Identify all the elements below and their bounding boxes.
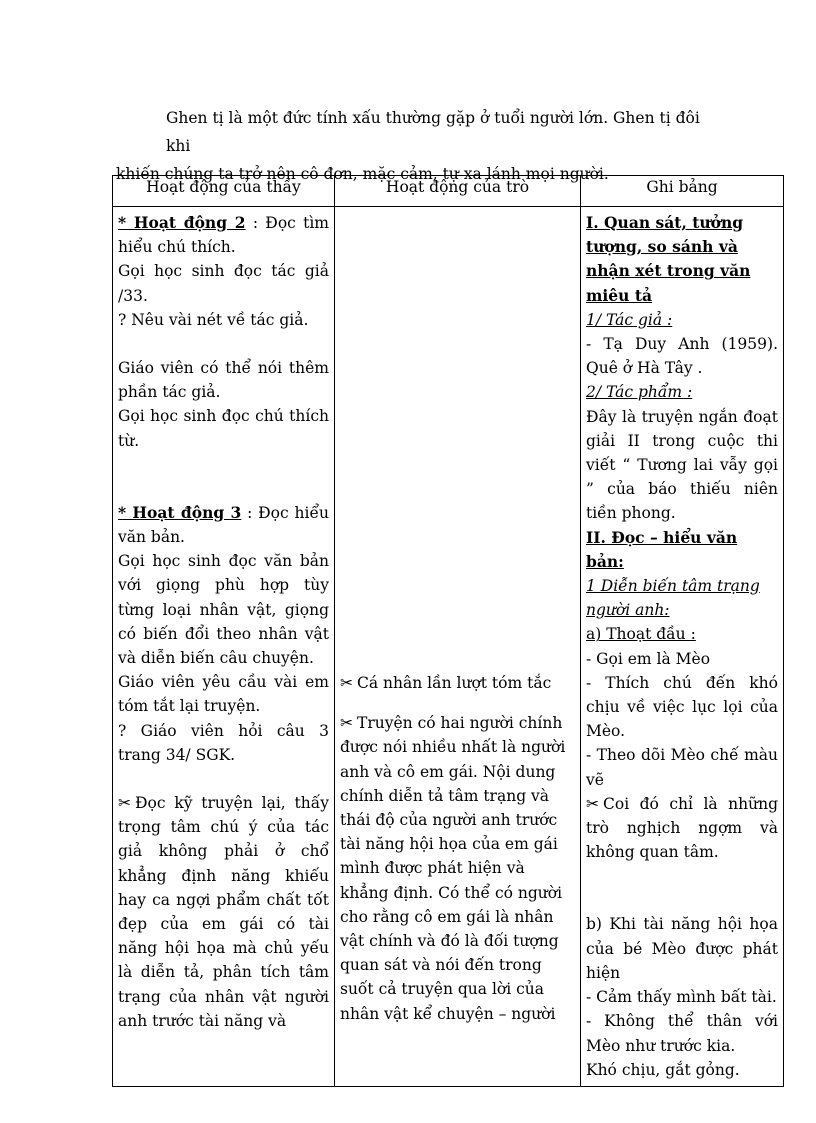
student-s2-text: Truyện có hai người chính được nói nhiều nhất là người anh và cô em gái. Nội dung chính diễn tả tâm trạng và thái độ của người anh trước tài năng hội họa của em gái mình được phát hiện và khẳng định. Có thể có người cho rằng cô em gái là nhân vật chính và đó là đối tượng quan sát và nói đến trong suốt cả truyện qua lời của nhân vật kể chuyện – người bbox=[340, 714, 566, 1023]
activity-3-text: : Đọc hiểu văn bản. bbox=[118, 503, 329, 547]
teacher-p7: ? Giáo viên hỏi câu 3 trang 34/ SGK. bbox=[118, 721, 329, 764]
scissors-icon: ✂ bbox=[340, 714, 353, 733]
table-header-row bbox=[113, 176, 784, 207]
board-cell bbox=[581, 207, 784, 1087]
teacher-p6: Giáo viên yêu cầu vài em tóm tắt lại truyện. bbox=[118, 673, 329, 716]
board-b2: Đây là truyện ngắn đoạt giải II trong cuộc thi viết “ Tương lai vẫy gọi ” của báo thiếu niên tiền phong. bbox=[586, 407, 778, 523]
teacher-p8-text: Đọc kỹ truyện lại, thấy trọng tâm chú ý của tác giả không phải ở chổ khẳng định năng khiếu hay ca ngợi phẩm chất tốt đẹp của em gái có tài năng hội họa mà chủ yếu là diễn tả, phân tích tâm trạng của nhân vật người anh trước tài năng và bbox=[118, 794, 329, 1030]
board-b8: - Cảm thấy mình bất tài. bbox=[586, 988, 777, 1007]
teacher-p4: Gọi học sinh đọc chú thích từ. bbox=[118, 407, 329, 450]
teacher-p1: Gọi học sinh đọc tác giả /33. bbox=[118, 262, 329, 305]
header-board: Ghi bảng bbox=[581, 176, 784, 207]
board-b6 bbox=[586, 792, 778, 865]
board-heading-2: II. Đọc – hiểu văn bản: bbox=[586, 527, 738, 571]
teacher-p2: ? Nêu vài nét về tác giả. bbox=[118, 310, 309, 329]
board-b5: - Theo dõi Mèo chế màu vẽ bbox=[586, 746, 778, 789]
board-b3: - Gọi em là Mèo bbox=[586, 649, 711, 668]
board-heading-1: I. Quan sát, tưởng tượng, so sánh và nhận xét trong văn miêu tả bbox=[586, 213, 751, 305]
teacher-cell bbox=[113, 207, 335, 1087]
board-sub-mood: 1 Diễn biến tâm trạng người anh: bbox=[586, 577, 760, 620]
scissors-icon: ✂ bbox=[586, 794, 599, 813]
header-student: Hoạt động của trò bbox=[335, 176, 581, 207]
board-b10: Khó chịu, gắt gỏng. bbox=[586, 1060, 740, 1079]
board-sub-author: 1/ Tác giả : bbox=[586, 310, 673, 329]
intro-line-2: khiến chúng ta trở nên cô đơn, mặc cảm, tự xa lánh mọi người. bbox=[116, 165, 609, 183]
student-s2 bbox=[340, 711, 575, 1026]
student-s1-text: Cá nhân lần lượt tóm tắc bbox=[357, 674, 552, 692]
lesson-table bbox=[112, 175, 784, 1087]
board-b6-text: Coi đó chỉ là những trò nghịch ngợm và không quan tâm. bbox=[586, 794, 778, 862]
board-b1: - Tạ Duy Anh (1959). Quê ở Hà Tây . bbox=[586, 335, 778, 378]
scissors-icon: ✂ bbox=[340, 674, 353, 692]
board-sub-initial: a) Thoạt đầu : bbox=[586, 625, 696, 644]
activity-2 bbox=[118, 211, 329, 259]
student-cell bbox=[335, 207, 581, 1087]
activity-2-title: * Hoạt động 2 bbox=[118, 213, 246, 232]
table-row bbox=[113, 207, 784, 1087]
intro-line-1: Ghen tị là một đức tính xấu thường gặp ở tuổi người lớn. Ghen tị đôi khi bbox=[166, 109, 700, 155]
activity-3-title: * Hoạt động 3 bbox=[118, 502, 242, 522]
board-sub-work: 2/ Tác phẩm : bbox=[586, 383, 693, 402]
scissors-icon: ✂ bbox=[118, 794, 131, 813]
activity-2-text: : Đọc tìm hiểu chú thích. bbox=[118, 214, 329, 257]
teacher-p8 bbox=[118, 791, 329, 1033]
teacher-p5: Gọi học sinh đọc văn bản với giọng phù hợp tùy từng loại nhân vật, giọng có biến đổi theo nhân vật và diễn biến câu chuyện. bbox=[118, 552, 329, 668]
activity-3 bbox=[118, 501, 329, 549]
header-teacher: Hoạt động của thầy bbox=[113, 176, 335, 207]
board-b9: - Không thể thân với Mèo như trước kia. bbox=[586, 1012, 778, 1055]
board-b4: - Thích chú đến khó chịu về việc lục lọi của Mèo. bbox=[586, 673, 778, 741]
student-s1 bbox=[340, 671, 575, 695]
teacher-p3: Giáo viên có thể nói thêm phần tác giả. bbox=[118, 359, 329, 402]
board-b7: b) Khi tài năng hội họa của bé Mèo được phát hiện bbox=[586, 915, 778, 982]
